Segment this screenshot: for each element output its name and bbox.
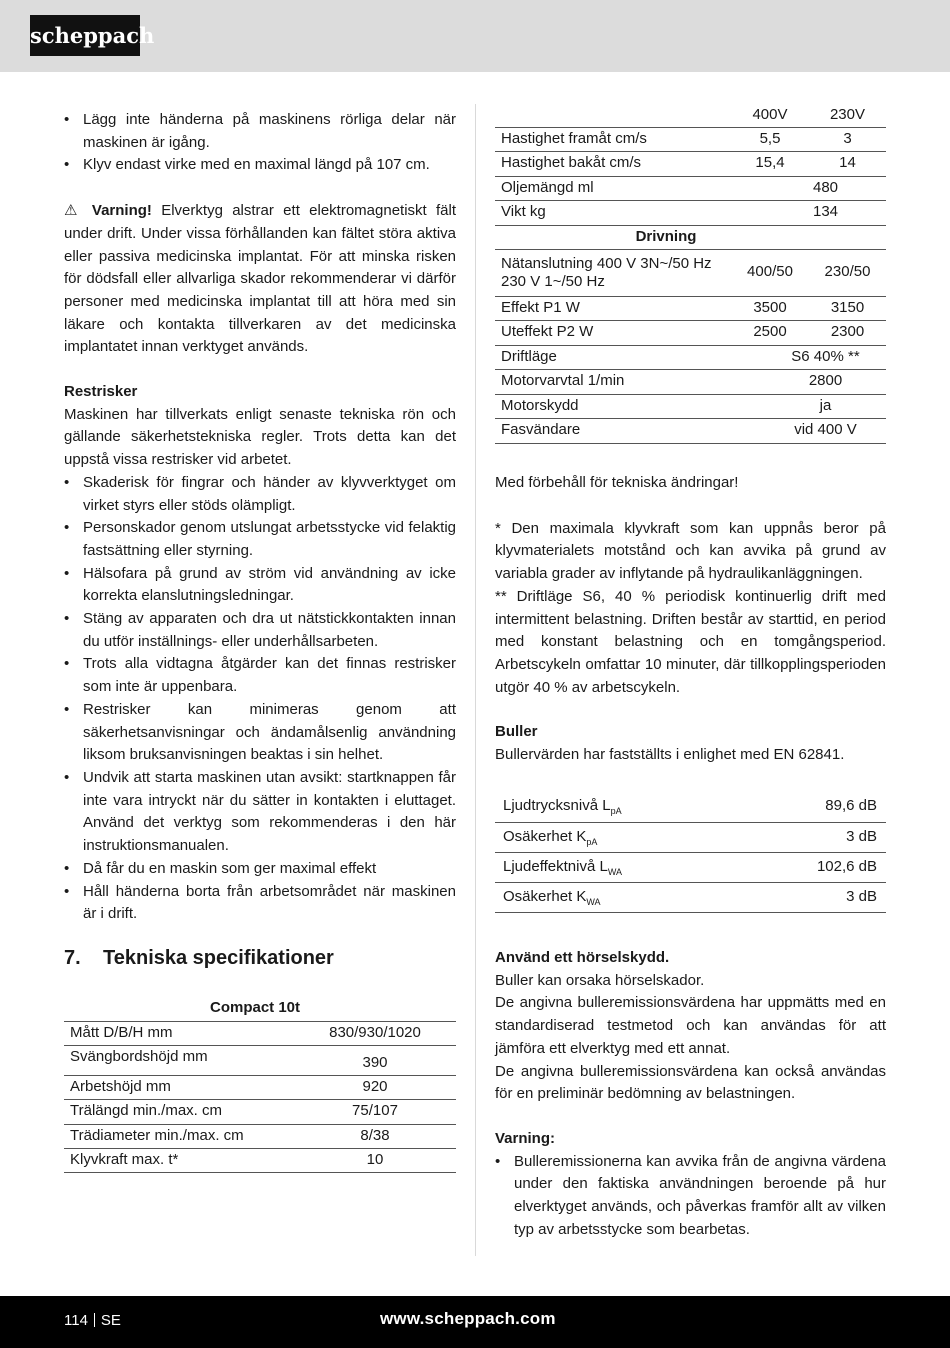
buller-intro: Bullervärden har fastställts i enlighet med EN 62841. [495, 746, 845, 764]
column-header: 400V [731, 104, 809, 127]
list-item: • Lägg inte händerna på maskinens rörliga delar när maskinen är igång. [64, 109, 456, 154]
language-code: SE [100, 1312, 121, 1329]
varning-list [495, 1151, 886, 1242]
hearing-line: Buller kan orsaka hörselskador. [495, 971, 705, 989]
list-item: • Restrisker kan minimeras genom att säkerhetsanvisningar och ändamålsenlig användning liksom bruksanvisningen beaktas i sin helhet. [64, 699, 456, 767]
hearing-heading: Använd ett hörselskydd. [495, 949, 670, 966]
list-item: • Personskador genom utslungat arbetsstycke vid felaktig fastsättning eller styrning. [64, 517, 456, 562]
safety-list [64, 109, 456, 177]
list-item: • Skaderisk för fingrar och händer av klyvverktyget om virket styrs eller stöds olämpligt. [64, 472, 456, 517]
hearing-line: De angivna bulleremissionsvärdena kan också användas för en preliminär bedömning av belastningen. [495, 1062, 886, 1103]
warning-label: Varning! [91, 202, 152, 220]
website-link[interactable]: www.scheppach.com [380, 1309, 556, 1328]
hearing-section [495, 947, 886, 1241]
varning-heading: Varning: [495, 1129, 556, 1147]
table-row: Svängbordshöjd mm 390 [64, 1045, 456, 1075]
hearing-line: De angivna bulleremissionsvärdena har uppmätts med en standardiserad testmetod och kan användas för att jämföra ett elverktyg med ett annat. [495, 994, 886, 1057]
scheppach-logo: scheppach [30, 15, 140, 56]
table-row: Trädiameter min./max. cm 8/38 [64, 1124, 456, 1148]
table-row: Fasvändare vid 400 V [495, 418, 886, 443]
page-header [0, 0, 950, 72]
section-heading [64, 944, 334, 972]
page-footer [0, 1296, 950, 1348]
table-section-row: Drivning [495, 225, 886, 249]
table-row: Effekt P1 W 3500 3150 [495, 296, 886, 320]
table-row: Mått D/B/H mm 830/930/1020 [64, 1021, 456, 1045]
list-item: • Undvik att starta maskinen utan avsikt: startknappen får inte vara intryckt när du sätter in kontakten i eluttaget. Använd det verktyg som rekommenderas i den här instruktionsmanualen. [64, 767, 456, 858]
footnote-1: * Den maximala klyvkraft som kan uppnås beror på klyvmaterialets motstånd och kan avvika på grund av variabla grader av inflytande på hydraulikanläggningen. [495, 519, 886, 583]
page-number: 114 SE [64, 1312, 121, 1329]
list-item: • Trots alla vidtagna åtgärder kan det finnas restrisker som inte är uppenbara. [64, 653, 456, 698]
warning-text: Elverktyg alstrar ett elektromagnetiskt fält under drift. Under vissa förhållanden kan fältet störa aktiva eller passiva medicinska implantat. För att minska risken för dödsfall eller allvarliga skador rekommenderar vi därför personer med medicinska implantat till att höra med sin läkare och kontakta tillverkaren av det medicinska implantatet innan verktyget används. [64, 202, 457, 356]
buller-heading: Buller [495, 723, 538, 741]
left-column [64, 109, 456, 926]
list-item: • Klyv endast virke med en maximal längd på 107 cm. [64, 154, 456, 177]
list-item: • Hälsofara på grund av ström vid användning av icke korrekta elanslutningsledningar. [64, 563, 456, 608]
list-item: • Stäng av apparaten och dra ut nätstickkontakten innan du utför inställnings- eller underhållsarbeten. [64, 608, 456, 653]
spec-table [64, 996, 456, 1173]
table-row: Ljudtrycksnivå $L_{pA}$ 89,6 dB [495, 792, 886, 822]
table-row: Osäkerhet $K_{pA}$ 3 dB [495, 822, 886, 852]
table-row: Uteffekt P2 W 2500 2300 [495, 320, 886, 345]
section-title: Tekniska specifikationer [103, 947, 334, 969]
list-item: • Då får du en maskin som ger maximal effekt [64, 858, 456, 881]
table-row: Motorvarvtal 1/min 2800 [495, 369, 886, 394]
spec-table-header: Compact 10t [294, 996, 456, 1021]
table-row: Nätanslutning 400 V 3N~/50 Hz 230 V 1~/50 Hz 400/50 230/50 [495, 249, 886, 296]
table-row: Trälängd min./max. cm 75/107 [64, 1099, 456, 1124]
table-row: Hastighet bakåt cm/s 15,4 14 [495, 151, 886, 176]
warning-icon: ⚠ [64, 202, 83, 220]
noise-table [495, 792, 886, 913]
section-number: 7. [64, 947, 81, 969]
column-divider [475, 104, 476, 1256]
table-row: Klyvkraft max. t* 10 [64, 1148, 456, 1172]
warning-paragraph [64, 200, 456, 359]
table-row: Hastighet framåt cm/s 5,5 3 [495, 127, 886, 151]
table-row: Ljudeffektnivå $L_{WA}$ 102,6 dB [495, 852, 886, 882]
table-row: Vikt kg 134 [495, 200, 886, 225]
table-row: Osäkerhet $K_{WA}$ 3 dB [495, 882, 886, 912]
restrisker-intro: Maskinen har tillverkats enligt senaste tekniska rön och gällande säkerhetstekniska regler. Trots detta kan det uppstå vissa restrisker vid arbetet. [64, 405, 456, 469]
footnote-2: ** Driftläge S6, 40 % periodisk kontinuerlig drift med intermittent belastning. Driften består av starttid, en period med konstant belastning och en tomgångsperiod. Arbetscykeln omfattar 10 minuter, där tillkopplingsperioden utgör 40 % av arbetscykeln. [495, 587, 886, 696]
drive-table [495, 104, 886, 444]
list-item: • Håll händerna borta från arbetsområdet när maskinen är i drift. [64, 881, 456, 926]
table-row: Driftläge S6 40% ** [495, 345, 886, 369]
list-item: • Bulleremissionerna kan avvika från de angivna värdena under den faktiska användningen beroende på hur elverktyget används, och påverkas framför allt av vilken typ av arbetsstycke som bearbetas. [495, 1151, 886, 1242]
column-header: 230V [809, 104, 886, 127]
table-row: Oljemängd ml 480 [495, 176, 886, 200]
reservation-text: Med förbehåll för tekniska ändringar! [495, 474, 739, 491]
table-row: Motorskydd ja [495, 394, 886, 418]
restrisker-list [64, 472, 456, 926]
right-notes [495, 472, 886, 767]
table-row: Arbetshöjd mm 920 [64, 1075, 456, 1099]
restrisker-heading: Restrisker [64, 383, 138, 401]
